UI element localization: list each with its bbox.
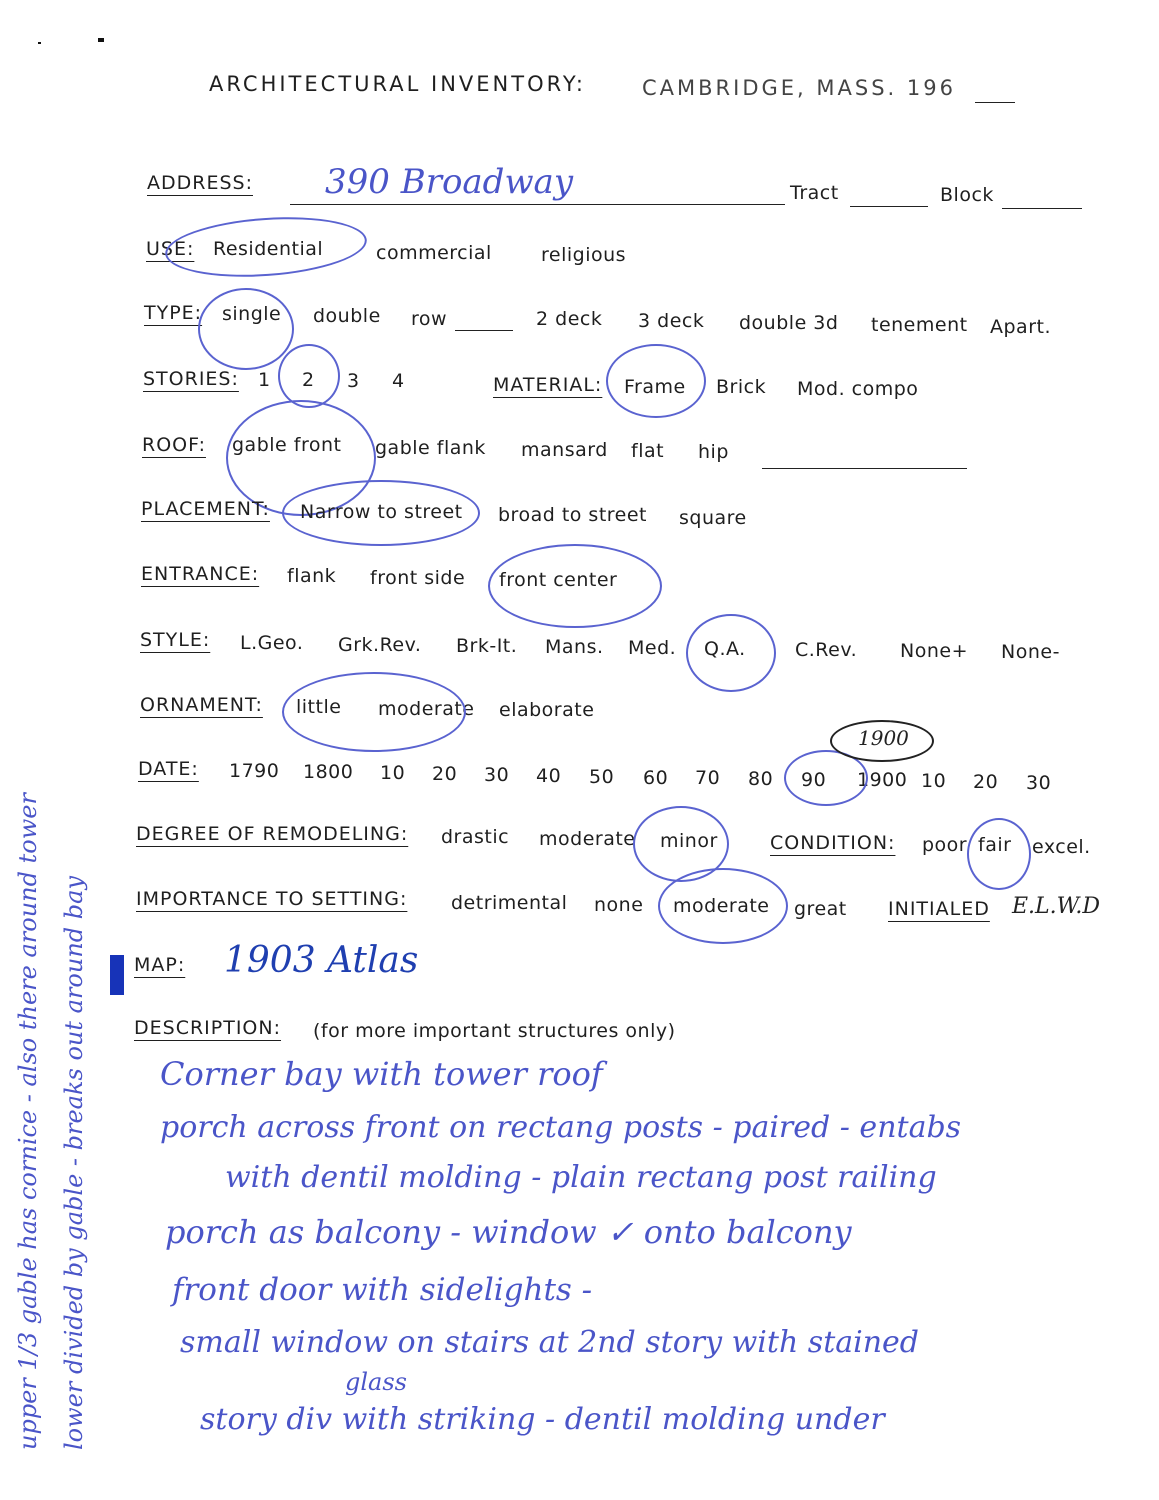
date-option: 10 (921, 770, 947, 792)
description-label: DESCRIPTION: (134, 1017, 282, 1039)
block-label: Block (940, 184, 994, 206)
ornament-selection-circle (282, 672, 466, 752)
margin-note: upper 1/3 gable has cornice - also there around tower (14, 793, 42, 1450)
form-title-right: CAMBRIDGE, MASS. 196 (642, 76, 956, 100)
ornament-label: ORNAMENT: (140, 694, 263, 716)
type-option: tenement (871, 314, 968, 336)
speck-mark (98, 38, 104, 42)
date-handwritten-note: 1900 (858, 726, 909, 750)
tract-blank (850, 206, 928, 207)
date-option: 50 (589, 766, 615, 788)
style-option: Grk.Rev. (338, 634, 422, 656)
description-line: story div with striking - dentil molding under (200, 1402, 885, 1437)
address-label: ADDRESS: (147, 172, 253, 194)
stories-option: 1 (258, 369, 271, 391)
material-label: MATERIAL: (493, 374, 603, 396)
margin-note: lower divided by gable - breaks out around bay (60, 875, 88, 1450)
use-option: religious (541, 244, 627, 266)
condition-label: CONDITION: (770, 832, 896, 854)
description-note: (for more important structures only) (313, 1020, 676, 1042)
date-option: 40 (536, 765, 562, 787)
date-option: 70 (695, 767, 721, 789)
entrance-label: ENTRANCE: (141, 563, 260, 585)
roof-option: mansard (521, 439, 608, 461)
blue-marker-mark (110, 955, 124, 995)
initials-handwritten: E.L.W.D (1012, 894, 1101, 919)
description-line: porch across front on rectang posts - paired - entabs (160, 1110, 962, 1145)
type-option: 3 deck (638, 310, 705, 332)
placement-option: broad to street (498, 504, 648, 526)
date-option: 1900 (857, 769, 908, 791)
address-handwritten: 390 Broadway (325, 162, 574, 202)
style-option: None- (1001, 641, 1060, 663)
description-line: glass (345, 1368, 407, 1396)
date-option: 30 (484, 764, 510, 786)
date-option: 1790 (229, 760, 280, 782)
importance-label: IMPORTANCE TO SETTING: (136, 888, 408, 910)
material-option: Frame (624, 376, 686, 398)
ornament-option: elaborate (499, 699, 595, 721)
stories-option: 4 (392, 370, 405, 392)
tract-label: Tract (790, 182, 839, 204)
description-line: porch as balcony - window ✓ onto balcony (165, 1213, 852, 1251)
material-option: Brick (716, 376, 767, 398)
date-option: 60 (643, 767, 669, 789)
description-line: Corner bay with tower roof (160, 1055, 603, 1093)
date-option: 1800 (303, 761, 354, 783)
use-label: USE: (146, 238, 195, 260)
placement-label: PLACEMENT: (141, 498, 270, 520)
date-option: 90 (801, 769, 827, 791)
description-line: front door with sidelights - (172, 1272, 593, 1308)
date-note-circle (830, 720, 934, 762)
style-option: None+ (900, 640, 968, 662)
date-option: 80 (748, 768, 774, 790)
speck-mark (38, 42, 41, 44)
date-option: 20 (973, 771, 999, 793)
date-option: 30 (1026, 772, 1052, 794)
roof-label: ROOF: (142, 434, 206, 456)
importance-option: detrimental (451, 892, 568, 914)
entrance-option: front side (370, 567, 466, 589)
type-option: double (313, 305, 381, 327)
date-option: 10 (380, 762, 406, 784)
placement-selection-circle (282, 480, 480, 546)
roof-option: flat (631, 440, 665, 462)
importance-selection-circle (658, 868, 788, 944)
type-option: row (411, 308, 448, 330)
remodeling-option: minor (660, 830, 718, 852)
condition-option: poor (922, 834, 968, 856)
style-option: L.Geo. (240, 632, 304, 654)
condition-option: excel. (1032, 836, 1091, 858)
material-selection-circle (606, 344, 706, 418)
style-option: Q.A. (704, 638, 746, 660)
roof-option: gable flank (375, 437, 486, 459)
remodeling-label: DEGREE OF REMODELING: (136, 823, 409, 845)
type-option: Apart. (990, 316, 1052, 338)
roof-blank (762, 468, 967, 469)
year-blank (975, 102, 1015, 103)
use-option: commercial (376, 242, 492, 264)
ornament-option: little (296, 696, 342, 718)
block-blank (1002, 208, 1082, 209)
entrance-option: flank (287, 565, 337, 587)
address-blank (290, 204, 785, 205)
material-option: Mod. compo (797, 378, 919, 400)
initialed-label: INITIALED (888, 898, 990, 920)
importance-option: moderate (673, 895, 770, 917)
form-title-left: ARCHITECTURAL INVENTORY: (209, 72, 586, 96)
map-label: MAP: (134, 954, 186, 976)
remodeling-option: moderate (539, 828, 636, 850)
type-option: 2 deck (536, 308, 603, 330)
type-option: double 3d (739, 312, 839, 334)
style-selection-circle (686, 614, 776, 692)
style-option: Med. (628, 637, 677, 659)
description-line: small window on stairs at 2nd story with stained (180, 1325, 920, 1360)
roof-option: gable front (232, 434, 342, 456)
importance-option: none (594, 894, 644, 916)
description-line: with dentil molding - plain rectang post railing (225, 1160, 937, 1195)
entrance-option: front center (499, 569, 618, 591)
style-option: Mans. (545, 636, 604, 658)
ornament-option: moderate (378, 698, 475, 720)
condition-option: fair (978, 834, 1012, 856)
style-label: STYLE: (140, 629, 211, 651)
condition-selection-circle (967, 818, 1031, 890)
style-option: Brk-It. (456, 635, 518, 657)
style-option: C.Rev. (795, 639, 858, 661)
type-label: TYPE: (144, 302, 203, 324)
map-handwritten: 1903 Atlas (224, 940, 419, 981)
remodeling-option: drastic (441, 826, 510, 848)
placement-option: Narrow to street (300, 501, 463, 523)
type-selection-circle (198, 288, 294, 370)
row-blank (455, 330, 513, 331)
date-label: DATE: (138, 758, 199, 780)
stories-selection-circle (278, 344, 340, 408)
use-selection-circle (163, 211, 369, 283)
use-option: Residential (213, 238, 324, 260)
stories-label: STORIES: (143, 368, 239, 390)
stories-option: 3 (347, 370, 360, 392)
stories-option: 2 (302, 369, 315, 391)
entrance-selection-circle (488, 544, 662, 628)
placement-option: square (679, 507, 747, 529)
type-option: single (222, 303, 282, 325)
importance-option: great (794, 898, 847, 920)
roof-option: hip (698, 441, 729, 463)
date-option: 20 (432, 763, 458, 785)
